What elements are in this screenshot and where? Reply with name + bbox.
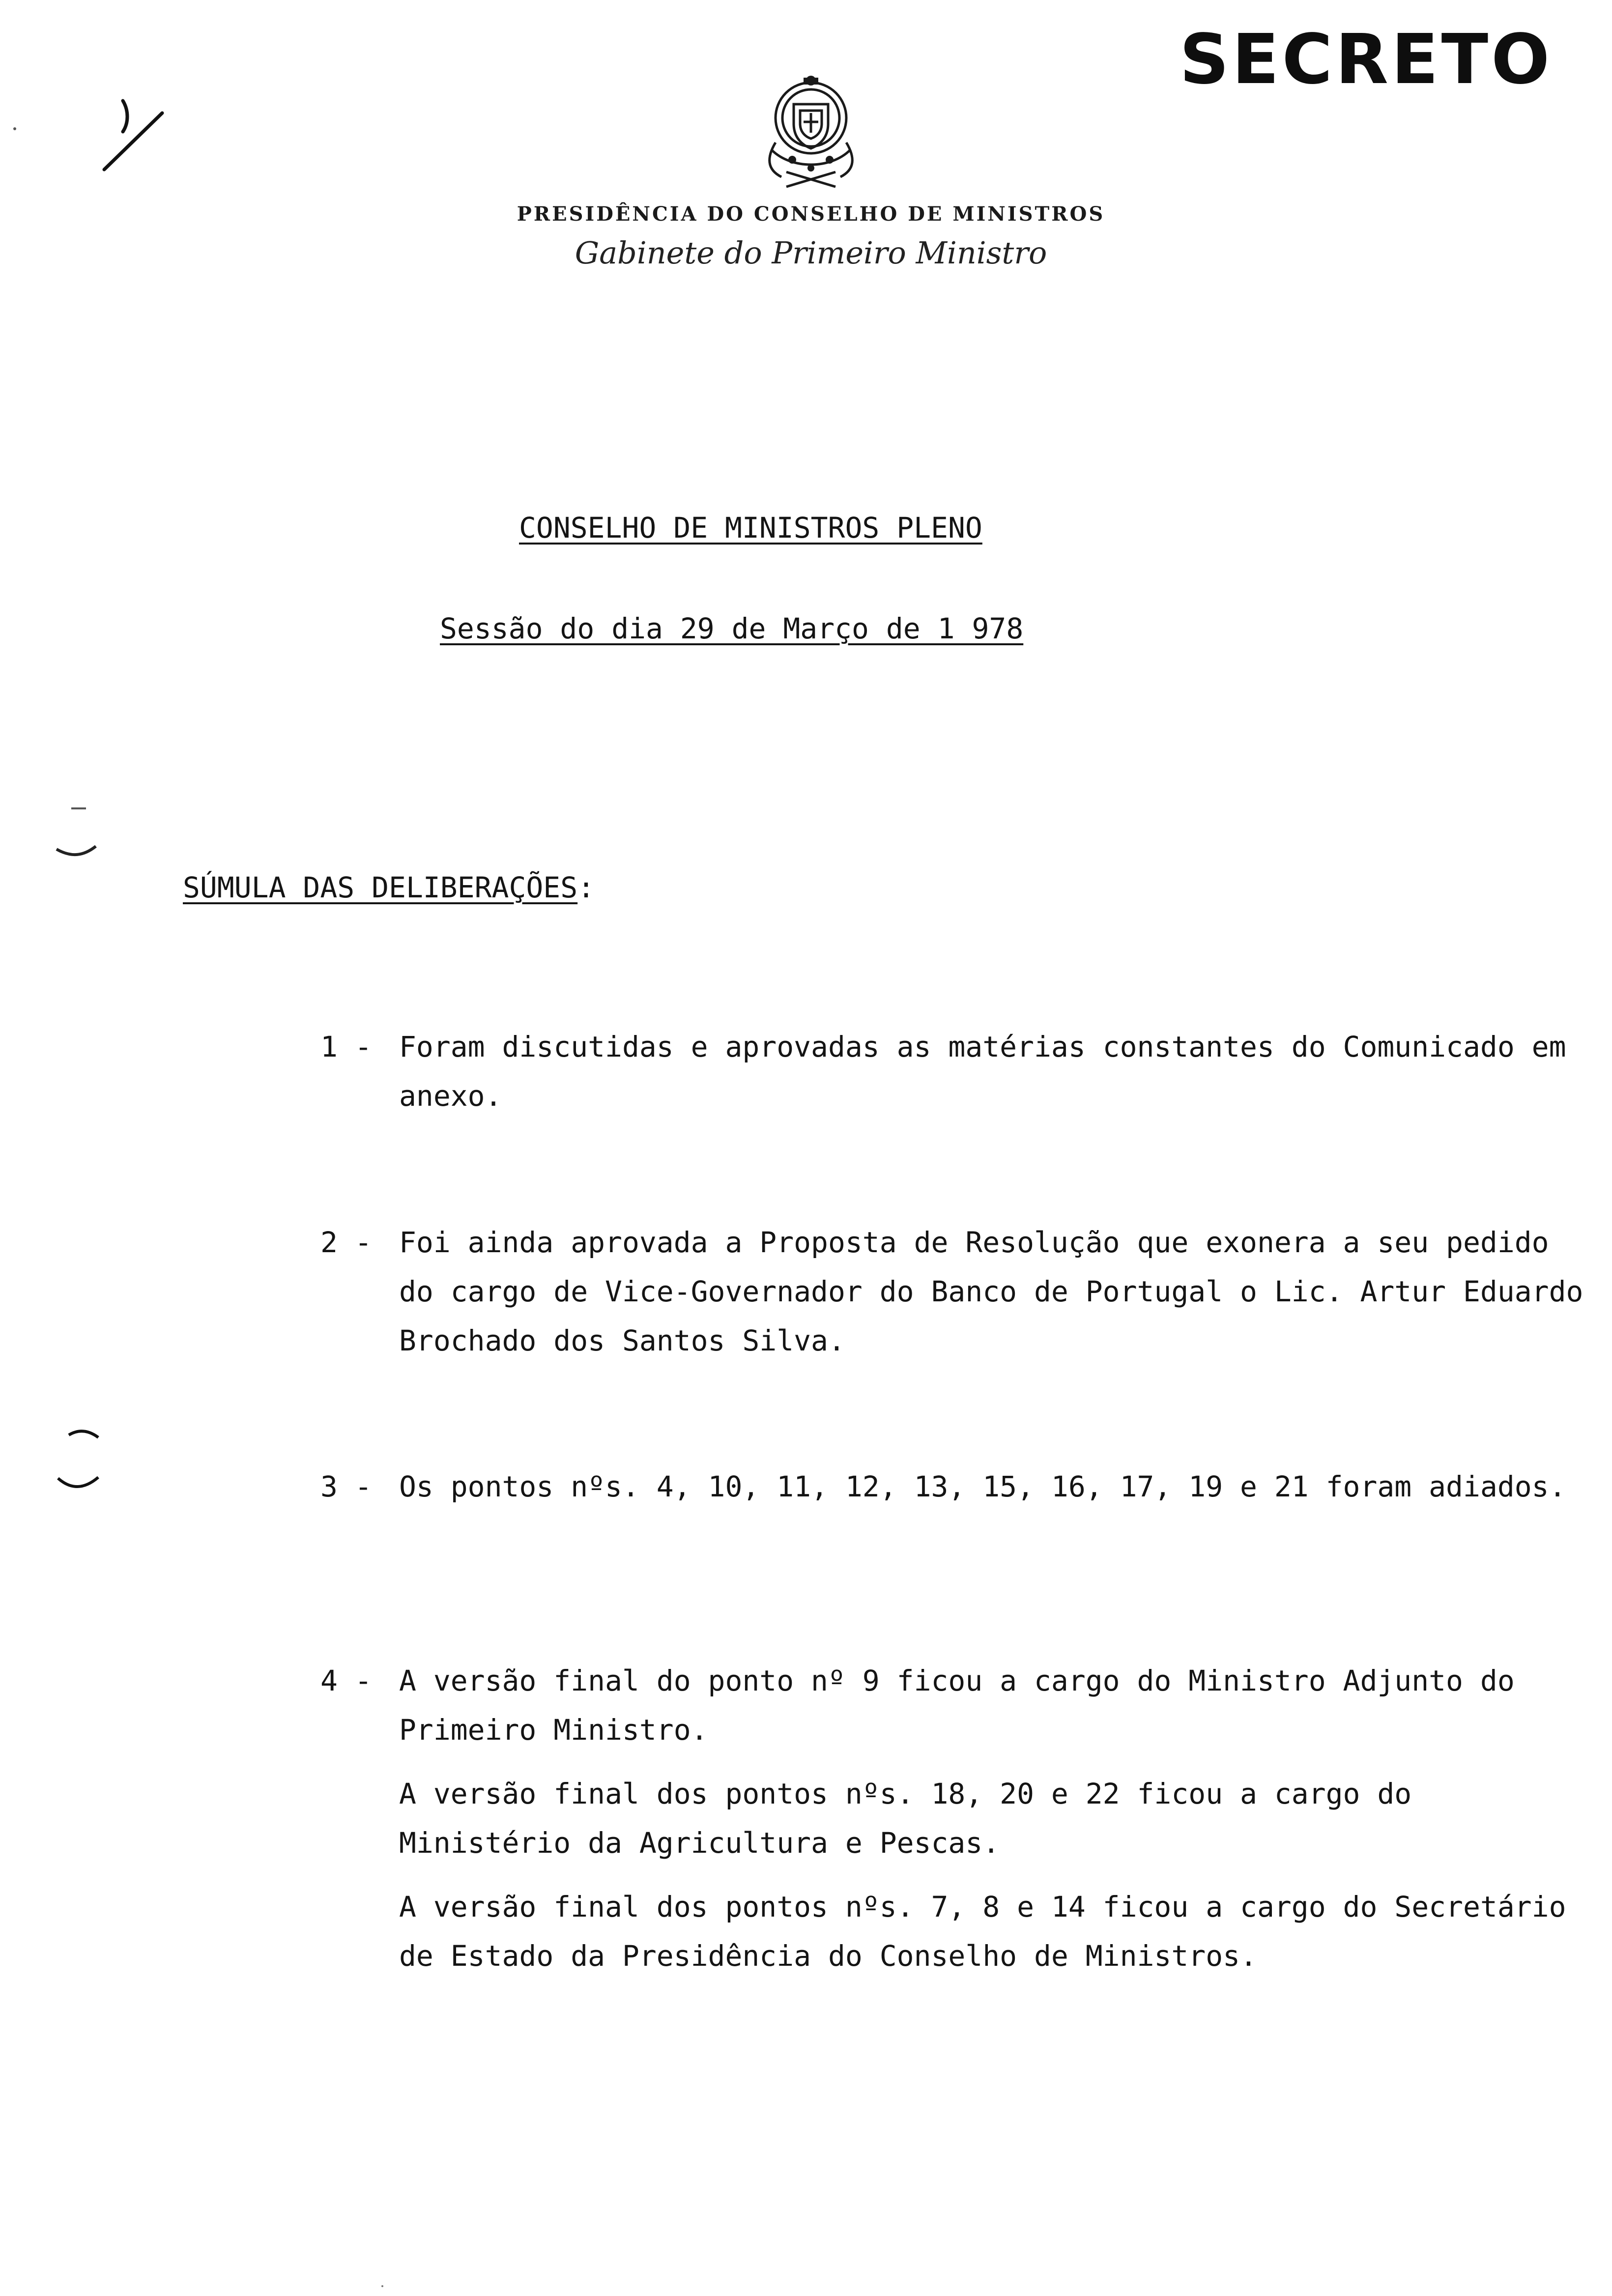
summary-label: SÚMULA DAS DELIBERAÇÕES [183,871,578,904]
cabinet-subtitle: Gabinete do Primeiro Ministro [575,235,1047,271]
summary-heading [183,871,595,904]
classification-stamp: SECRETO [1180,20,1553,100]
handwritten-stroke-icon [123,101,127,132]
item-number: 1 - [320,1030,372,1063]
item-text: Os pontos nºs. 4, 10, 11, 12, 13, 15, 16, 17, 19 e 21 foram adiados. [399,1470,1566,1503]
session-date-title: Sessão do dia 29 de Março de 1 978 [440,612,1024,645]
scan-mark-icon [69,1431,98,1437]
summary-colon: : [577,871,595,904]
scan-mark-icon [58,1477,98,1487]
item-text: A versão final do ponto nº 9 ficou a cargo do Ministro Adjunto do Primeiro Ministro. [399,1664,1515,1747]
handwritten-slash-icon [104,113,162,170]
coat-of-arms-icon [737,64,885,197]
item-number: 4 - [320,1664,372,1697]
presidency-header: PRESIDÊNCIA DO CONSELHO DE MINISTROS [517,202,1105,226]
item-subparagraph: A versão final dos pontos nºs. 18, 20 e 22 ficou a cargo do Ministério da Agricultura e Pescas. [399,1777,1412,1860]
council-title: CONSELHO DE MINISTROS PLENO [519,511,982,545]
deliberation-item [320,1462,1608,1511]
deliberation-item [320,1218,1608,1365]
deliberation-item [320,1656,1608,1980]
item-subparagraph: A versão final dos pontos nºs. 7, 8 e 14 ficou a cargo do Secretário de Estado da Presidência do Conselho de Ministros. [399,1890,1566,1973]
item-text: Foi ainda aprovada a Proposta de Resolução que exonera a seu pedido do cargo de Vice-Governador do Banco de Portugal o Lic. Artur Eduardo Brochado dos Santos Silva. [399,1226,1583,1357]
deliberation-item [320,1022,1608,1120]
item-number: 3 - [320,1470,372,1503]
scan-mark-icon [57,846,96,855]
item-number: 2 - [320,1226,372,1259]
item-text: Foram discutidas e aprovadas as matérias constantes do Comunicado em anexo. [399,1030,1566,1113]
